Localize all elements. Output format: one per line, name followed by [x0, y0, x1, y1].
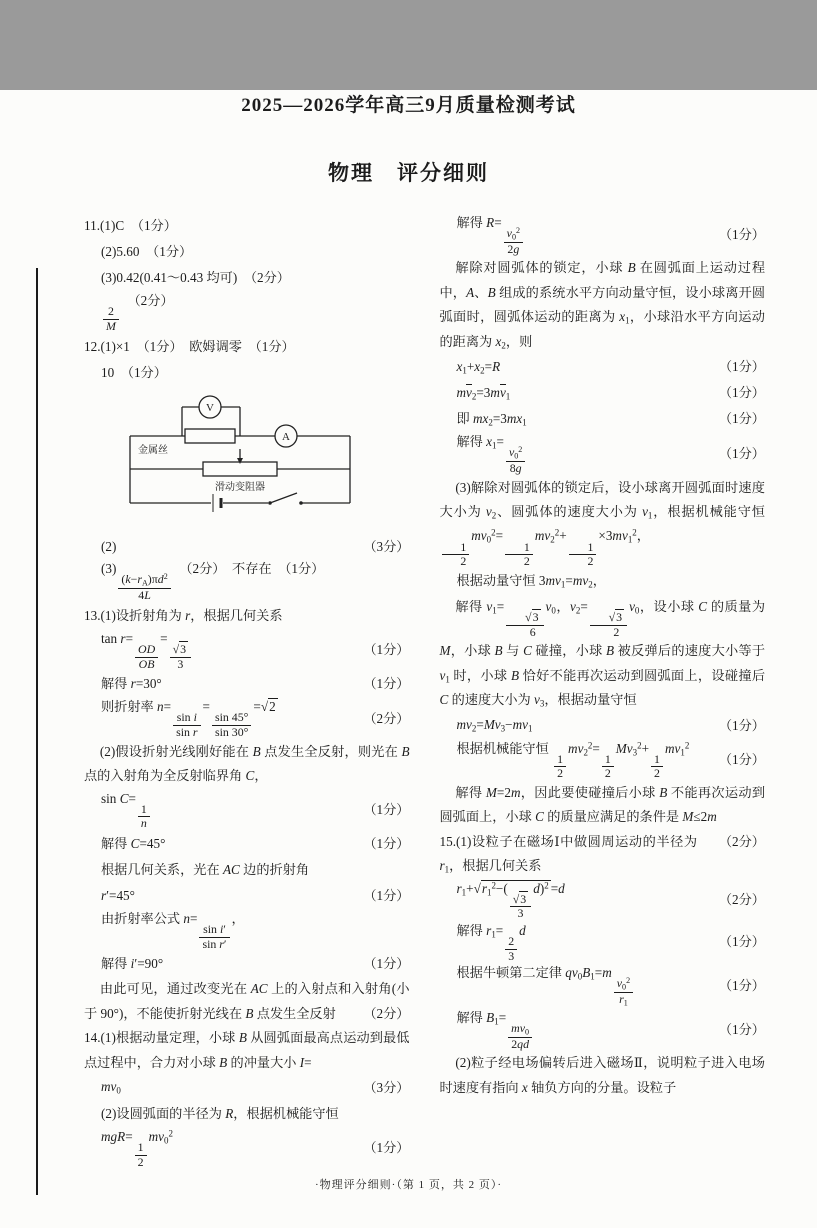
- text-line: [440, 595, 766, 713]
- score-badge: （1分）: [718, 1021, 765, 1037]
- answer-line: [84, 533, 410, 559]
- score-badge: （1分）: [718, 359, 765, 375]
- score-badge: （1分）: [718, 717, 765, 733]
- line-text: 解得 M=2m，因此要使碰撞后小球 B 不能再次运动到圆弧面上，小球 C 的质量应满足的条件是 M≤2m: [439, 784, 766, 825]
- answer-line: [84, 671, 410, 697]
- voltmeter-label: V: [206, 402, 214, 415]
- rheostat-label: 滑动变阻器: [215, 482, 265, 494]
- score-badge: （1分）: [718, 385, 765, 401]
- text-line: [84, 857, 410, 883]
- answer-line: [84, 1075, 410, 1101]
- line-text: 根据牛顿第二定律 $qv_0B_1=m$ $\frac{v_0^2}{r_1}$: [457, 963, 636, 1008]
- text-line: [84, 559, 410, 602]
- answer-line: [440, 213, 766, 256]
- answer-line: [84, 1127, 410, 1169]
- score-badge: （1分）: [363, 1140, 410, 1156]
- line-text: 解得 C=45°: [101, 836, 166, 852]
- answer-line: [439, 781, 766, 849]
- line-text: (2)粒子经电场偏转后进入磁场Ⅱ，说明粒子进入电场时速度有指向 x 轴负方向的分量。设粒子: [439, 1055, 765, 1095]
- line-text: 15.(1)设粒子在磁场Ⅰ中做圆周运动的半径为 $r_1$，根据几何关系: [439, 833, 698, 875]
- score-badge: （1分）: [363, 642, 410, 658]
- score-badge: （2分）: [718, 833, 765, 849]
- circuit-svg: [110, 391, 362, 523]
- text-line: [84, 740, 410, 789]
- answer-line: [84, 789, 410, 831]
- line-text: sin C= $\frac{1}{n}$: [101, 789, 152, 831]
- score-badge: （1分）: [718, 445, 765, 461]
- metal-wire-label: 金属丝: [138, 445, 168, 457]
- line-text: $mv_2=3mv_1$: [456, 384, 511, 402]
- line-text: 14.(1)根据动量定理，小球 B 从圆弧面最高点运动到最低点过程中，合力对小球 B 的冲量大小 I=: [84, 1030, 410, 1070]
- line-text: $mv_2=Mv_3-mv_1$: [456, 716, 533, 734]
- score-badge: （1分）: [363, 888, 410, 904]
- score-badge: （3分）: [363, 538, 410, 554]
- answer-line: [84, 977, 410, 1026]
- text-line: [84, 265, 410, 291]
- line-text: 10 （1分）: [101, 364, 167, 380]
- answer-line: [440, 406, 766, 432]
- content-columns: [84, 213, 765, 1169]
- line-text: $mv_0$: [101, 1079, 121, 1097]
- score-badge: （1分）: [718, 977, 765, 993]
- subject-title: 物理 评分细则: [328, 161, 489, 185]
- line-text: (2)5.60 （1分）: [101, 244, 193, 260]
- line-text: 解得 i′=90°: [101, 956, 164, 972]
- text-line: [84, 1026, 410, 1075]
- score-badge: （1分）: [718, 411, 765, 427]
- text-line: [440, 1051, 766, 1100]
- page-footer: ·物理评分细则·（第 1 页，共 2 页）·: [315, 1179, 502, 1191]
- answer-line: [84, 883, 410, 909]
- score-badge: （1分）: [718, 751, 765, 767]
- text-line: [84, 909, 410, 951]
- text-line: [84, 1101, 410, 1127]
- line-text: mgR= $\frac{1}{2}$ $mv_0^2$: [101, 1128, 173, 1169]
- line-text: (3)0.42(0.41～0.43 均可) （2分）: [101, 270, 290, 286]
- text-line: [440, 476, 766, 569]
- circuit-diagram: [110, 391, 410, 527]
- line-text: (2)设圆弧面的半径为 R，根据机械能守恒: [101, 1106, 339, 1122]
- answer-line: [440, 879, 766, 921]
- answer-line: [440, 432, 766, 475]
- answer-line: [440, 921, 766, 963]
- line-text: 解得 $B_1=$ $\frac{mv_0}{2qd}$: [457, 1008, 535, 1051]
- line-text: tan r= $\frac{OD}{OB}$ = $\frac{√3}{3}$: [101, 629, 193, 671]
- score-badge: （1分）: [363, 801, 410, 817]
- line-text: 解得 $x_1=$ $\frac{v_0^2}{8g}$: [457, 432, 528, 475]
- line-text: 根据几何关系，光在 AC 边的折射角: [101, 862, 310, 878]
- line-text: 解除对圆弧体的锁定，小球 B 在圆弧面上运动过程中，A、B 组成的系统水平方向动量守恒，设小球离开圆弧面时，圆弧体运动的距离为 $x_1$，小球沿水平方向运动的距离为 $x_2$，则: [439, 260, 766, 351]
- exam-title: 2025—2026学年高三9月质量检测考试: [241, 95, 576, 116]
- answer-line: [84, 951, 410, 977]
- text-line: [440, 256, 766, 354]
- text-line: [84, 603, 410, 629]
- text-line: [84, 333, 410, 359]
- line-text: 12.(1)×1 （1分） 欧姆调零 （1分）: [84, 338, 295, 354]
- right-column: [440, 213, 766, 1169]
- line-text: 根据机械能守恒 $\frac{1}{2}$ $mv_2^2=$ $\frac{1}{2}$ $Mv_3^2+$ $\frac{1}{2}$ $mv_1^2$: [456, 740, 690, 781]
- left-column: [84, 213, 410, 1169]
- score-badge: （2分）: [363, 1005, 410, 1021]
- score-badge: （1分）: [718, 226, 765, 242]
- score-badge: （3分）: [363, 1080, 410, 1096]
- line-text: 由此可见，通过改变光在 AC 上的入射点和入射角(小于 90°)，不能使折射光线在 B 点发生全反射: [84, 981, 410, 1021]
- text-line: [84, 291, 410, 333]
- answer-line: [84, 831, 410, 857]
- line-text: (3)解除对圆弧体的锁定后，设小球离开圆弧面时速度大小为 $v_2$、圆弧体的速度大小为 $v_1$，根据机械能守恒 $\frac{1}{2}$ $mv_0^2=$ $\frac{1}{2}$ $mv_2^2+$ $\frac{1}{2}$ $\times 3mv_1^2$，: [439, 479, 765, 569]
- answer-line: [440, 354, 766, 380]
- line-text: 即 $mx_2=3mx_1$: [456, 410, 527, 428]
- answer-line: [440, 963, 766, 1008]
- line-text: 解得 $r_1=$ $\frac{2}{3}$ d: [456, 923, 526, 963]
- ammeter-label: A: [282, 431, 290, 444]
- switch-pivot: [268, 502, 272, 506]
- line-text: 解得 $v_1=$ $\frac{√3}{6}$ $v_0$，$v_2=$ $\frac{√3}{2}$ $v_0$，设小球 C 的质量为 M，小球 B 与 C 碰撞，小球 B 被反弹后的速度大小等于 $v_1$ 时，小球 B 恰好不能再次运动到圆弧面上，设碰撞后 C 的速度大小为 $v_3$，根据动量守恒: [439, 598, 766, 709]
- answer-line: [440, 713, 766, 739]
- text-line: [84, 213, 410, 239]
- score-badge: （1分）: [363, 836, 410, 852]
- line-text: 则折射率 n= $\frac{\text{sin i}}{\text{sin r}}$ = $\frac{\sin 45^\circ}{\sin 30^\circ}$ =√2: [101, 699, 276, 740]
- text-line: [440, 569, 766, 595]
- binding-line: [36, 268, 38, 1195]
- text-line: [84, 359, 410, 385]
- score-badge: （1分）: [363, 956, 410, 972]
- line-text: r′=45°: [101, 888, 135, 904]
- line-text: (2): [101, 538, 117, 554]
- line-text: 由折射率公式 n= $\frac{\text{sin i′}}{\text{sin r′}}$ ，: [101, 910, 245, 951]
- line-text: 解得 r=30°: [101, 676, 162, 692]
- line-text: 解得 R= $\frac{v_0^2}{2g}$: [457, 213, 526, 256]
- answer-line: [84, 629, 410, 671]
- answer-line: [84, 697, 410, 739]
- answer-line: [440, 739, 766, 781]
- score-badge: （1分）: [363, 676, 410, 692]
- text-line: [84, 239, 410, 265]
- line-text: $r_1+√r_1^2-$( $\frac{√3}{3}$ d)$^2$ =d: [456, 880, 565, 921]
- line-text: $\frac{2}{M}$ （2分）: [101, 291, 174, 333]
- score-badge: （1分）: [718, 934, 765, 950]
- line-text: $x_1+x_2=R$: [456, 358, 501, 376]
- line-text: 11.(1)C （1分）: [84, 218, 177, 234]
- line-text: 根据动量守恒 $3mv_1=mv_2$，: [456, 573, 606, 590]
- score-badge: （2分）: [718, 891, 765, 907]
- line-text: (3) $\frac{(k-r_A)\pi d^2}{4L}$ （2分） 不存在 （1分）: [101, 561, 325, 603]
- line-text: (2)假设折射光线刚好能在 B 点发生全反射，则光在 B 点的入射角为全反射临界角 C，: [84, 743, 410, 784]
- switch-contact: [299, 502, 303, 506]
- answer-line: [440, 380, 766, 406]
- line-text: 13.(1)设折射角为 r，根据几何关系: [84, 607, 283, 623]
- document-page: [0, 90, 817, 1228]
- answer-line: [440, 1008, 766, 1051]
- score-badge: （2分）: [363, 710, 410, 726]
